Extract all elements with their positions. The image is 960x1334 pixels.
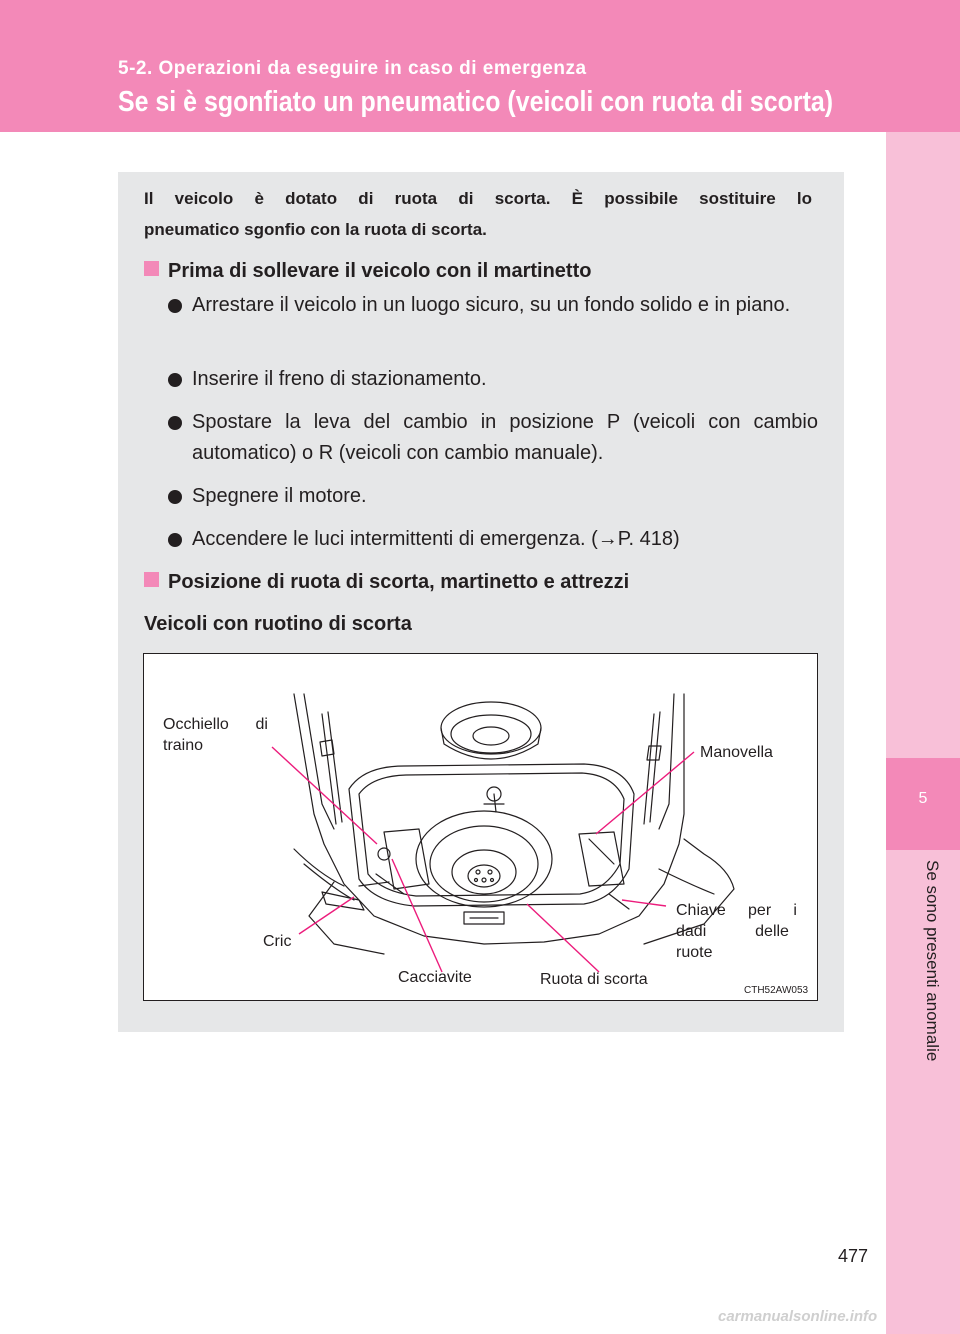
leader-wrench — [622, 900, 666, 906]
leader-spare — [527, 904, 599, 972]
label-crank: Manovella — [700, 744, 773, 761]
list-item-text: Accendere le luci intermittenti di emergenza. (→P. 418) — [192, 528, 680, 550]
subheading-compact-spare: Veicoli con ruotino di scorta — [144, 613, 412, 635]
page-number: 477 — [838, 1246, 869, 1266]
list-item[interactable] — [168, 524, 818, 555]
list-item — [168, 407, 818, 469]
intro-line-1: Il veicolo è dotato di ruota di scorta. È possibile sostituire lo — [144, 189, 812, 208]
leader-crank — [596, 752, 694, 834]
list-item — [168, 481, 818, 512]
list-item-text: Inserire il freno di stazionamento. — [192, 368, 487, 390]
bullet-dot-icon — [168, 373, 182, 387]
chapter-title: Se sono presenti anomalie — [923, 860, 942, 1062]
section-heading-text: Posizione di ruota di scorta, martinetto e attrezzi — [168, 571, 630, 593]
bullet-dot-icon — [168, 533, 182, 547]
page-header — [0, 0, 960, 132]
bullet-dot-icon — [168, 416, 182, 430]
square-bullet-icon — [144, 261, 159, 276]
label-wheel-nut-wrench: Chiave per i dadi delle ruote — [676, 902, 797, 961]
section-heading-location — [144, 569, 629, 595]
chapter-sidebar — [886, 132, 960, 1334]
chapter-number: 5 — [918, 790, 928, 807]
list-item-text: Spegnere il motore. — [192, 485, 367, 507]
list-item-text: Spostare la leva del cambio in posizione P (veicoli con cambio automatico) o R (veicoli con cambio manuale). — [192, 411, 818, 464]
intro-paragraph — [144, 183, 812, 245]
list-item-text: Arrestare il veicolo in un luogo sicuro, su un fondo solido e in piano. — [192, 294, 791, 316]
square-bullet-icon — [144, 572, 159, 587]
watermark[interactable]: carmanualsonline.info — [718, 1308, 878, 1325]
leader-jack — [299, 897, 354, 934]
section-heading-text: Prima di sollevare il veicolo con il martinetto — [168, 260, 592, 282]
leader-tow-eye — [272, 747, 377, 844]
label-spare-wheel: Ruota di scorta — [540, 971, 648, 988]
label-screwdriver: Cacciavite — [398, 969, 472, 986]
section-label: 5-2. Operazioni da eseguire in caso di emergenza — [118, 58, 587, 79]
bullet-dot-icon — [168, 299, 182, 313]
trunk-illustration — [143, 653, 818, 1001]
leader-screwdriver — [392, 859, 442, 972]
page-title: Se si è sgonfiato un pneumatico (veicoli con ruota di scorta) — [118, 86, 834, 118]
list-item — [168, 290, 818, 321]
list-item — [168, 364, 818, 395]
bullet-dot-icon — [168, 490, 182, 504]
section-heading-before-lifting — [144, 258, 591, 284]
figure-code: CTH52AW053 — [744, 985, 809, 996]
label-tow-eye: Occhiello di traino — [163, 716, 268, 754]
intro-line-2: pneumatico sgonfio con la ruota di scorta. — [144, 220, 487, 239]
label-jack: Cric — [263, 933, 292, 950]
